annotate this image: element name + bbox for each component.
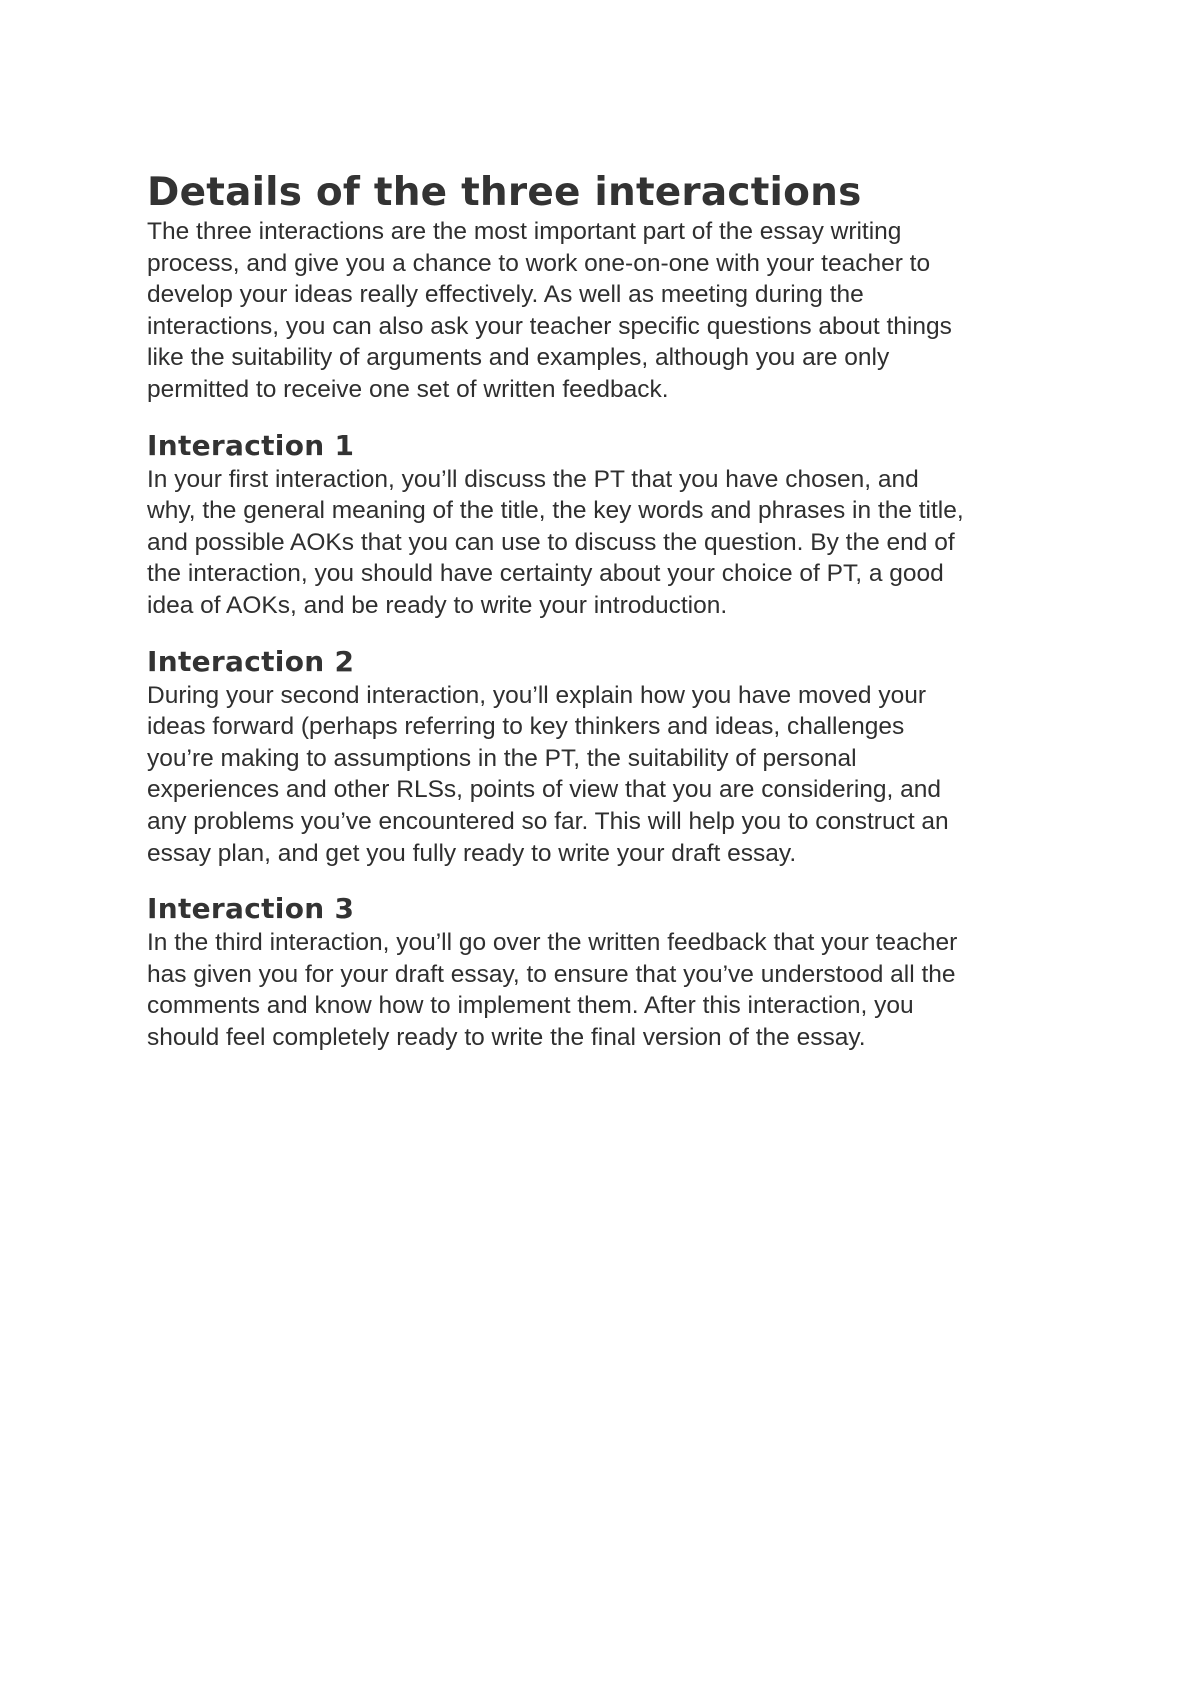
- document-page: [147, 170, 1087, 1053]
- page-title: Details of the three interactions: [147, 170, 862, 215]
- section-heading: Interaction 1: [147, 428, 355, 462]
- section-interaction-2: [147, 644, 1087, 870]
- intro-paragraph: The three interactions are the most important part of the essay writing process, and give you a chance to work one-on-one with your teacher to develop your ideas really effectively. As well as meeting during the interactions, you can also ask your teacher specific questions about things like the suitability of arguments and examples, although you are only permitted to receive one set of written feedback.: [147, 218, 952, 403]
- section-interaction-1: [147, 428, 1087, 622]
- section-interaction-3: [147, 891, 1087, 1053]
- section-heading: Interaction 3: [147, 892, 355, 926]
- section-body: During your second interaction, you’ll explain how you have moved your ideas forward (perhaps referring to key thinkers and ideas, challenges you’re making to assumptions in the PT, the suitability of personal experiences and other RLSs, points of view that you are considering, and any problems you’ve encountered so far. This will help you to construct an essay plan, and get you fully ready to write your draft essay.: [147, 681, 949, 867]
- section-body: In the third interaction, you’ll go over the written feedback that your teacher has given you for your draft essay, to ensure that you’ve understood all the comments and know how to implement them. After this interaction, you should feel completely ready to write the final version of the essay.: [147, 929, 958, 1051]
- section-heading: Interaction 2: [147, 644, 355, 678]
- section-body: In your first interaction, you’ll discuss the PT that you have chosen, and why, the general meaning of the title, the key words and phrases in the title, and possible AOKs that you can use to discuss the question. By the end of the interaction, you should have certainty about your choice of PT, a good idea of AOKs, and be ready to write your introduction.: [147, 465, 964, 619]
